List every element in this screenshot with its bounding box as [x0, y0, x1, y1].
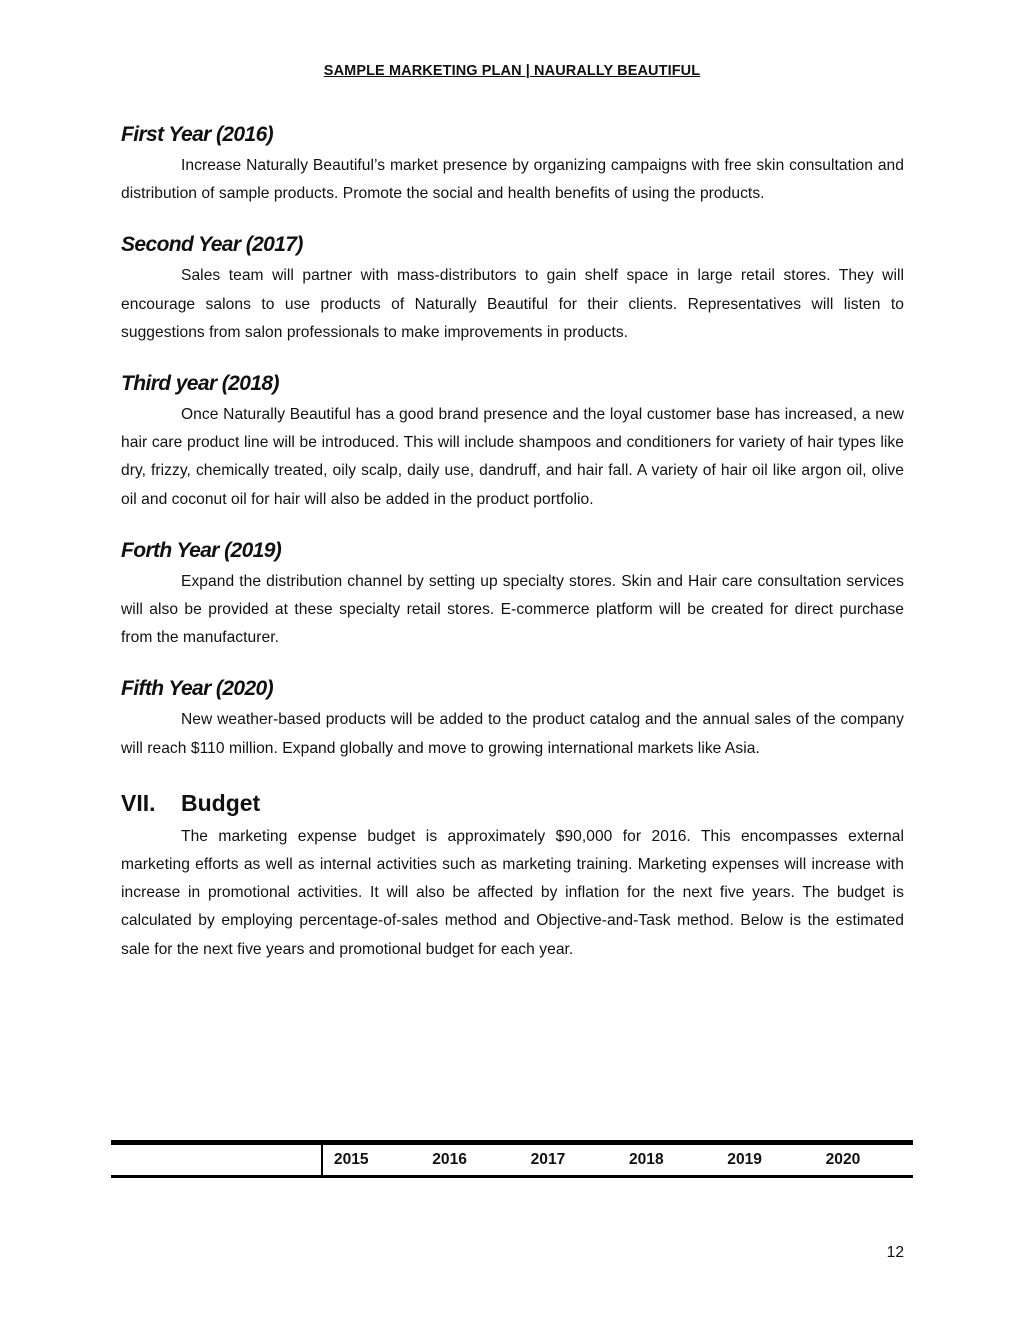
budget-paragraph: The marketing expense budget is approximately $90,000 for 2016. This encompasses external marketing efforts as well as internal activities such as marketing training. Marketing expenses will increase with increase in promotional activities. It will also be affected by inflation for the next five years. The budget is calculated by employing percentage-of-sales method and Objective-and-Task method. Below is the estimated sale for the next five years and promotional budget for each year.	[121, 827, 904, 958]
section-paragraph: Once Naturally Beautiful has a good brand presence and the loyal customer base has increased, a new hair care product line will be introduced. This will include shampoos and conditioners for variety of hair types like dry, frizzy, chemically treated, oily scalp, daily use, dandruff, and hair fall. A variety of hair oil like argon oil, olive oil and coconut oil for hair will also be added in the product portfolio.	[121, 406, 904, 508]
year-column-header: 2017	[520, 1143, 618, 1177]
section-paragraph: Increase Naturally Beautiful’s market presence by organizing campaigns with free skin consultation and distribution of sample products. Promote the social and health benefits of using the products.	[121, 157, 904, 203]
year-column-header: 2016	[421, 1143, 519, 1177]
year-column-header: 2020	[815, 1143, 913, 1177]
page-number: 12	[886, 1244, 904, 1261]
section-heading: Third year (2018)	[121, 372, 279, 396]
section-title: Budget	[181, 789, 261, 816]
fourth-year-section	[121, 534, 904, 653]
section-paragraph: New weather-based products will be added to the product catalog and the annual sales of the company will reach $110 million. Expand globally and move to growing international markets like Asia.	[121, 711, 904, 757]
section-number: VII.	[121, 789, 156, 816]
second-year-section	[121, 228, 904, 347]
section-heading: Second Year (2017)	[121, 233, 303, 257]
budget-table	[111, 1140, 913, 1178]
running-header: SAMPLE MARKETING PLAN | NAURALLY BEAUTIFUL	[323, 63, 701, 79]
budget-section	[121, 783, 904, 964]
section-heading: Fifth Year (2020)	[121, 677, 274, 701]
section-heading: Forth Year (2019)	[121, 538, 282, 562]
year-column-header: 2015	[322, 1143, 421, 1177]
year-column-header: 2019	[716, 1143, 814, 1177]
third-year-section	[121, 367, 904, 514]
table-label-header	[111, 1143, 322, 1177]
table-header-row	[111, 1143, 913, 1177]
section-paragraph: Expand the distribution channel by setting up specialty stores. Skin and Hair care consultation services will also be provided at these specialty retail stores. E-commerce platform will be created for direct purchase from the manufacturer.	[121, 572, 904, 647]
fifth-year-section	[121, 672, 904, 762]
document-body	[121, 118, 904, 964]
budget-heading	[121, 783, 904, 823]
year-column-header: 2018	[618, 1143, 716, 1177]
section-heading: First Year (2016)	[121, 123, 274, 146]
first-year-section	[121, 118, 904, 208]
section-paragraph: Sales team will partner with mass-distributors to gain shelf space in large retail stores. They will encourage salons to use products of Naturally Beautiful for their clients. Representatives will listen to suggestions from salon professionals to make improvements in products.	[121, 267, 904, 341]
